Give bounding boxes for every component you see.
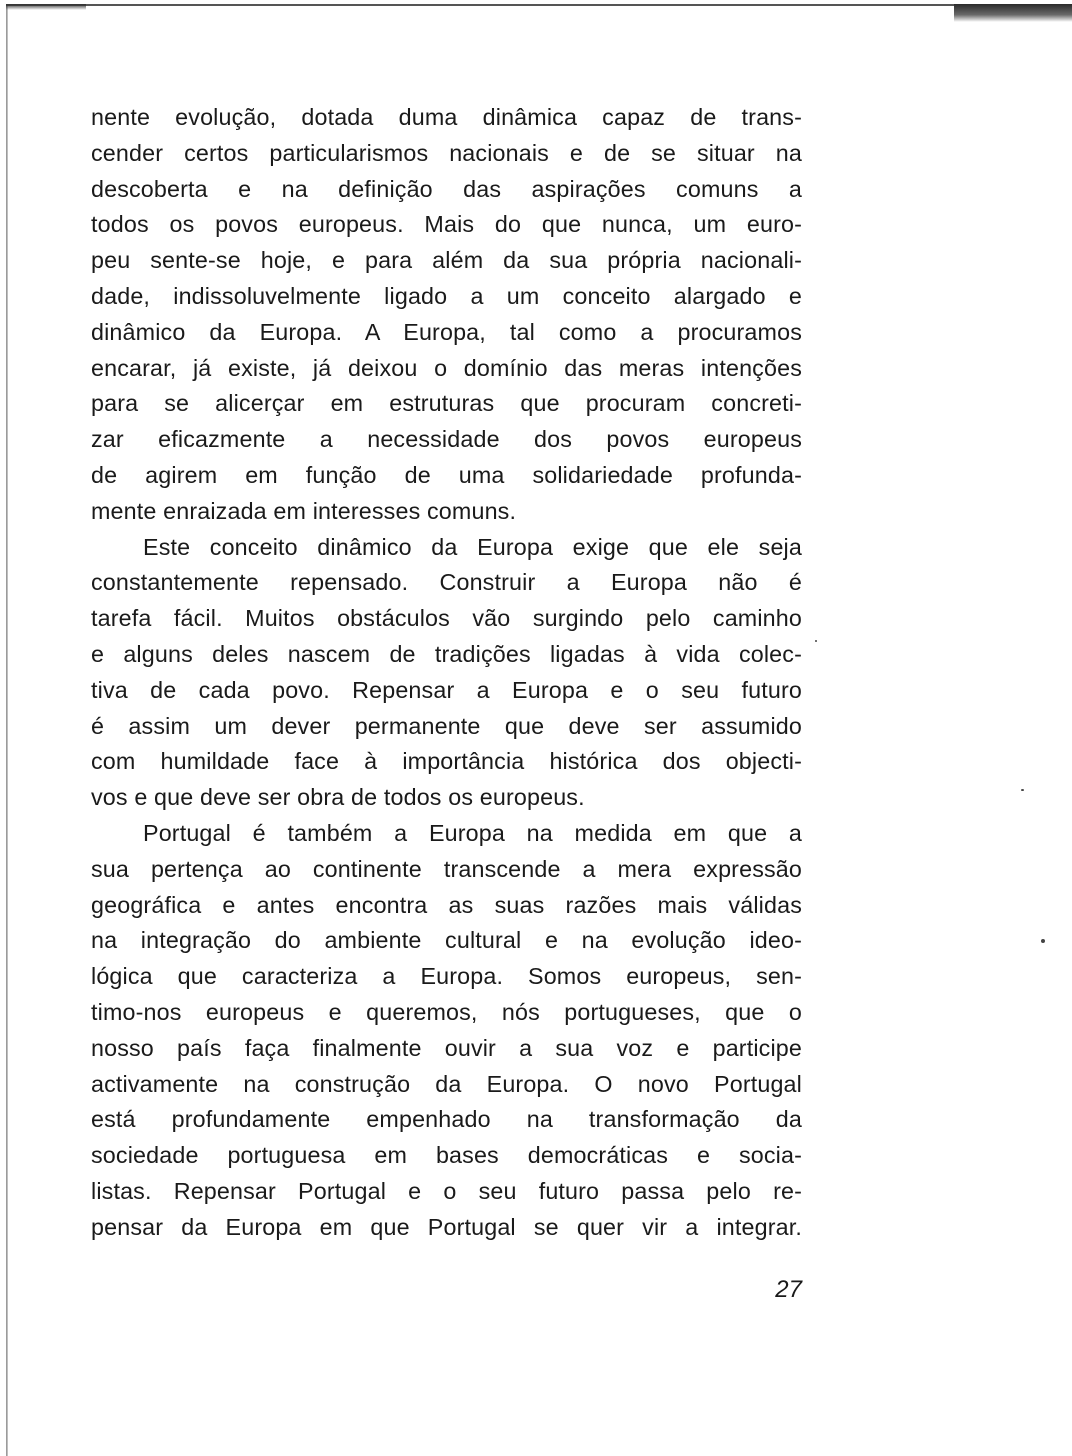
text-line: está profundamente empenhado na transformação da: [91, 1106, 802, 1133]
text-line: e alguns deles nascem de tradições ligadas à vida colec-: [91, 640, 802, 667]
text-line: com humildade face à importância histórica dos objecti-: [91, 748, 802, 775]
scan-speck: [1021, 789, 1024, 791]
text-line: dinâmico da Europa. A Europa, tal como a procuramos: [91, 318, 802, 345]
text-line: timo-nos europeus e queremos, nós portugueses, que o: [91, 998, 802, 1025]
scan-shadow-top-left: [6, 4, 86, 10]
text-line: Portugal é também a Europa na medida em que a: [143, 819, 802, 846]
text-line: dade, indissoluvelmente ligado a um conceito alargado e: [91, 282, 802, 309]
text-line: constantemente repensado. Construir a Europa não é: [91, 569, 802, 596]
text-line: de agirem em função de uma solidariedade profunda-: [91, 461, 802, 488]
text-line: na integração do ambiente cultural e na evolução ideo-: [91, 927, 802, 954]
text-line: descoberta e na definição das aspirações comuns a: [91, 175, 802, 202]
text-line: zar eficazmente a necessidade dos povos europeus: [91, 426, 802, 453]
text-line: tarefa fácil. Muitos obstáculos vão surgindo pelo caminho: [91, 605, 802, 632]
paragraph-1: [91, 100, 802, 530]
text-line: todos os povos europeus. Mais do que nunca, um euro-: [91, 211, 802, 238]
text-line: sua pertença ao continente transcende a mera expressão: [91, 855, 802, 882]
text-line: sociedade portuguesa em bases democráticas e socia-: [91, 1142, 802, 1169]
text-line: peu sente-se hoje, e para além da sua própria nacionali-: [91, 247, 802, 274]
text-line: para se alicerçar em estruturas que procuram concreti-: [91, 390, 802, 417]
page-number: 27: [775, 1276, 802, 1303]
text-line: nente evolução, dotada duma dinâmica capaz de trans-: [91, 104, 802, 130]
text-line: pensar da Europa em que Portugal se quer vir a integrar.: [91, 1213, 802, 1240]
text-line: vos e que deve ser obra de todos os europeus.: [91, 784, 585, 811]
body-text: [91, 100, 802, 1246]
paragraph-2: [91, 530, 802, 816]
text-line: geográfica e antes encontra as suas razões mais válidas: [91, 891, 802, 918]
scan-shadow-top-right: [954, 4, 1072, 22]
text-line: listas. Repensar Portugal e o seu futuro passa pelo re-: [91, 1177, 802, 1204]
text-line: é assim um dever permanente que deve ser assumido: [91, 712, 802, 739]
text-line: lógica que caracteriza a Europa. Somos europeus, sen-: [91, 963, 802, 990]
text-line: tiva de cada povo. Repensar a Europa e o seu futuro: [91, 676, 802, 703]
scan-edge-left: [6, 4, 8, 1456]
text-line: nosso país faça finalmente ouvir a sua voz e participe: [91, 1034, 802, 1061]
text-line: encarar, já existe, já deixou o domínio das meras intenções: [91, 354, 802, 381]
paragraph-3: [91, 816, 802, 1246]
text-line: Este conceito dinâmico da Europa exige que ele seja: [143, 533, 802, 560]
scan-speck: [1041, 939, 1045, 943]
text-line: cender certos particularismos nacionais e de se situar na: [91, 139, 802, 166]
scan-edge-top: [6, 4, 1072, 6]
text-line: activamente na construção da Europa. O novo Portugal: [91, 1070, 802, 1097]
text-line: mente enraizada em interesses comuns.: [91, 497, 517, 524]
scan-speck: [815, 640, 817, 642]
